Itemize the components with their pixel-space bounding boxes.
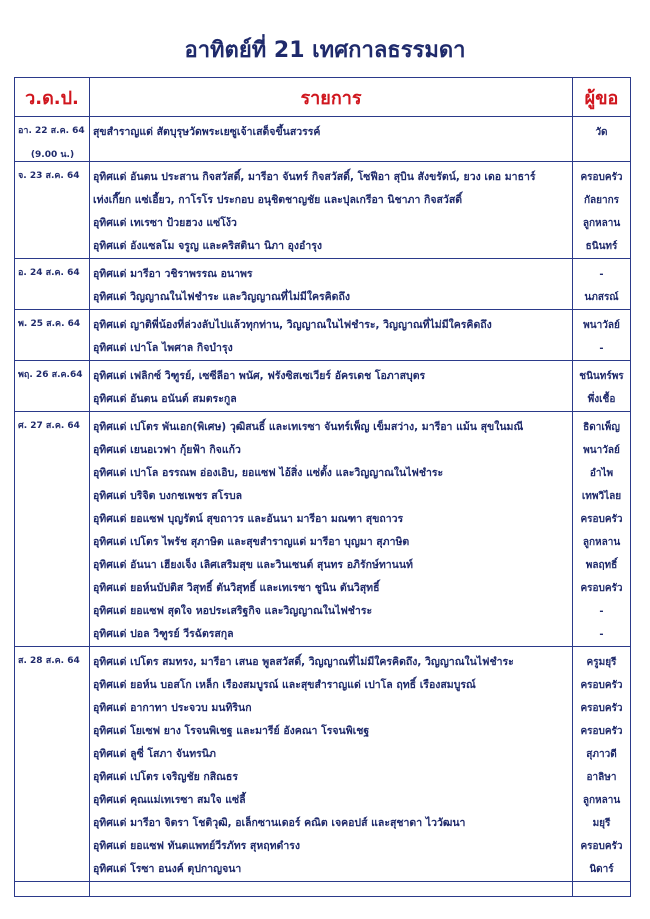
header-date: ว.ด.ป. [15,78,90,117]
intention-line: อุทิศแด่ ยอห์น บอสโก เหล็ก เรืองสมบูรณ์ และสุขสำราญแด่ เปาโล ฤทธิ์ เรืองสมบูรณ์ [93,679,476,691]
requester-name: ลูกหลาน [582,537,621,548]
row-date: อ. 24 ส.ค. 64 [18,268,80,278]
page-title: อาทิตย์ที่ 21 เทศกาลธรรมดา [184,38,466,63]
requester-name: ธนินทร์ [585,241,618,252]
row-requester-cell [573,361,631,412]
requester-name: อาลิษา [586,772,617,783]
intention-line: อุทิศแด่ โรซา อนงค์ ตุปกาญจนา [93,863,242,875]
table-row [15,310,631,361]
requester-name: ครอบครัว [580,680,623,691]
table-row [15,412,631,647]
empty-cell [90,882,573,897]
intention-line: อุทิศแด่ เฟลิกซ์ วิฑูรย์, เซซีลีอา พนัศ, ฟรังซิสเซเวียร์ อัครเดช โอภาสบุตร [93,370,426,382]
requester-name: ครอบครัว [580,514,623,525]
intention-line: อุทิศแด่ อันนา เฮียงเจ็ง เลิศเสริมสุข และวินเซนต์ สุนทร อภิรักษ์ทานนท์ [93,559,413,571]
table-row [15,647,631,882]
row-items-cell [90,412,573,647]
row-date-cell [15,117,90,162]
row-items-cell [90,162,573,259]
mass-intention-table [14,77,631,897]
row-items-cell [90,117,573,162]
requester-name: อำไพ [589,468,614,479]
table-row [15,162,631,259]
intention-line: อุทิศแด่ ยอแซฟ บุญรัตน์ สุขถาวร และอันนา มารีอา มณฑา สุขถาวร [93,513,404,525]
row-requester-cell [573,412,631,647]
intention-line: อุทิศแด่ ยอแซฟ ทันตแพทย์วีรภัทร สุหฤทดำรง [93,840,301,852]
requester-name: กัลยากร [583,195,620,206]
requester-name: ครอบครัว [580,726,623,737]
intention-line: อุทิศแด่ มารีอา วชิราพรรณ อนาพร [93,268,253,280]
row-items-cell [90,310,573,361]
requester-name: พลฤทธิ์ [585,560,618,571]
requester-name: ครอบครัว [580,841,623,852]
requester-name: - [599,269,604,280]
requester-name: ลูกหลาน [582,795,621,806]
table-body [15,117,631,897]
intention-line: อุทิศแด่ เยนอเวฟา กุ้ยฟ้า กิจแก้ว [93,444,241,456]
intention-line: อุทิศแด่ อันตน อนันต์ สมตระกูล [93,393,237,405]
row-time: (9.00 น.) [30,150,75,160]
table-row [15,361,631,412]
empty-cell [15,882,90,897]
table-row [15,259,631,310]
row-items-cell [90,259,573,310]
row-date: ศ. 27 ส.ค. 64 [18,421,80,431]
requester-name: พึ่งเชื้อ [587,394,616,405]
intention-line: อุทิศแด่ เปโตร สมทรง, มารีอา เสนอ พูลสวัสดิ์, วิญญาณที่ไม่มีใครคิดถึง, วิญญาณในไฟชำระ [93,656,514,668]
intention-line: อุทิศแด่ บริจิต บงกชเพชร สโรบล [93,490,243,502]
requester-name: - [599,629,604,640]
intention-line: อุทิศแด่ คุณแม่เทเรซา สมใจ แซ่ลี้ [93,794,246,806]
header-requester: ผู้ขอ [573,78,631,117]
requester-name: - [599,606,604,617]
row-requester-cell [573,259,631,310]
requester-name: ครอบครัว [580,703,623,714]
intention-line: เท่งเกี๊ยก แซ่เอี้ยว, กาโรโร ประกอบ อนุชิตชาญชัย และปุลเกรีอา นิชาภา กิจสวัสดิ์ [93,194,463,206]
row-requester-cell [573,117,631,162]
table-header-row [15,78,631,117]
row-date-cell [15,412,90,647]
intention-line: สุขสำราญแด่ สัตบุรุษวัดพระเยซูเจ้าเสด็จขึ้นสวรรค์ [93,126,321,138]
row-date: อา. 22 ส.ค. 64 [18,126,85,136]
requester-name: ครอบครัว [580,172,623,183]
row-items-cell [90,647,573,882]
row-requester-cell [573,647,631,882]
intention-line: อุทิศแด่ วิญญาณในไฟชำระ และวิญญาณที่ไม่มีใครคิดถึง [93,291,350,303]
intention-line: อุทิศแด่ ปอล วิฑูรย์ วีรฉัตรสกุล [93,628,234,640]
intention-line: อุทิศแด่ ยอแซฟ สุดใจ หอประเสริฐกิจ และวิญญาณในไฟชำระ [93,605,373,617]
row-date: พ. 25 ส.ค. 64 [18,319,81,329]
intention-line: อุทิศแด่ เปาโล ไพศาล กิจบำรุง [93,342,233,354]
row-date: จ. 23 ส.ค. 64 [18,171,80,181]
intention-line: อุทิศแด่ เปโตร พันเอก(พิเศษ) วุฒิสนธิ์ และเทเรซา จันทร์เพ็ญ เข็มสว่าง, มารีอา แม้น สุขในมณี [93,421,524,433]
requester-name: ครอบครัว [580,583,623,594]
requester-name: พนาวัลย์ [583,320,620,331]
intention-line: อุทิศแด่ โยเซฟ ยาง โรจนพิเชฐ และมารีย์ อังคณา โรจนพิเชฐ [93,725,370,737]
row-date-cell [15,310,90,361]
row-requester-cell [573,162,631,259]
row-date-cell [15,259,90,310]
requester-name: ชนินทร์พร [579,371,624,382]
requester-name: มยุรี [592,818,611,829]
requester-name: ครูมยุรี [586,657,617,668]
intention-line: อุทิศแด่ อันตน ประสาน กิจสวัสดิ์, มารีอา จันทร์ กิจสวัสดิ์, โซฟีอา สุบิน สังขรัตน์, ยวง เดอ มาธาร์ [93,171,536,183]
intention-line: อุทิศแด่ ลูซี่ โสภา จันทรนิภ [93,748,216,760]
intention-line: อุทิศแด่ อังแซลโม จรูญ และคริสตินา นิภา อุงอำรุง [93,240,323,252]
row-items-cell [90,361,573,412]
requester-name: นิดาร์ [589,864,614,875]
requester-name: พนาวัลย์ [583,445,620,456]
requester-name: ธิดาเพ็ญ [583,422,620,433]
empty-cell [573,882,631,897]
requester-name: ลูกหลาน [582,218,621,229]
row-date-cell [15,361,90,412]
intention-line: อุทิศแด่ เปาโล อรรณพ อ่องเอิบ, ยอแซฟ ไอ้สิ่ง แซ่ตั้ง และวิญญาณในไฟชำระ [93,467,444,479]
row-date: ส. 28 ส.ค. 64 [18,656,80,666]
table-row [15,117,631,162]
row-date: พฤ. 26 ส.ค.64 [18,370,83,380]
requester-name: นภสรณ์ [584,292,619,303]
intention-line: อุทิศแด่ เทเรซา ป้วยฮวง แซ่โง้ว [93,217,237,229]
requester-name: สุภาวดี [586,749,617,760]
intention-line: อุทิศแด่ เปโตร เจริญชัย กสิณธร [93,771,238,783]
intention-line: อุทิศแด่ เปโตร ไพรัช สุภาษิต และสุขสำราญแด่ มารีอา บุญมา สุภาษิต [93,536,410,548]
intention-line: อุทิศแด่ ญาติพี่น้องที่ล่วงลับไปแล้วทุกท่าน, วิญญาณในไฟชำระ, วิญญาณที่ไม่มีใครคิดถึง [93,319,492,331]
requester-name: เทพวิไลย [581,491,622,502]
requester-name: - [599,343,604,354]
row-date-cell [15,647,90,882]
intention-line: อุทิศแด่ ยอห์นบัปติส วิสุทธิ์ ตันวิสุทธิ์ และเทเรซา ชูนิน ตันวิสุทธิ์ [93,582,380,594]
intention-line: อุทิศแด่ มารีอา จิตรา โชติวุฒิ, อเล็กซานเดอร์ คณิต เจคอปส์ และสุชาดา ไววัฒนา [93,817,466,829]
requester-name: วัด [595,127,608,138]
header-items: รายการ [90,78,573,117]
empty-row [15,882,631,897]
intention-line: อุทิศแด่ อากาทา ประจวบ มนทิรินก [93,702,252,714]
row-requester-cell [573,310,631,361]
row-date-cell [15,162,90,259]
